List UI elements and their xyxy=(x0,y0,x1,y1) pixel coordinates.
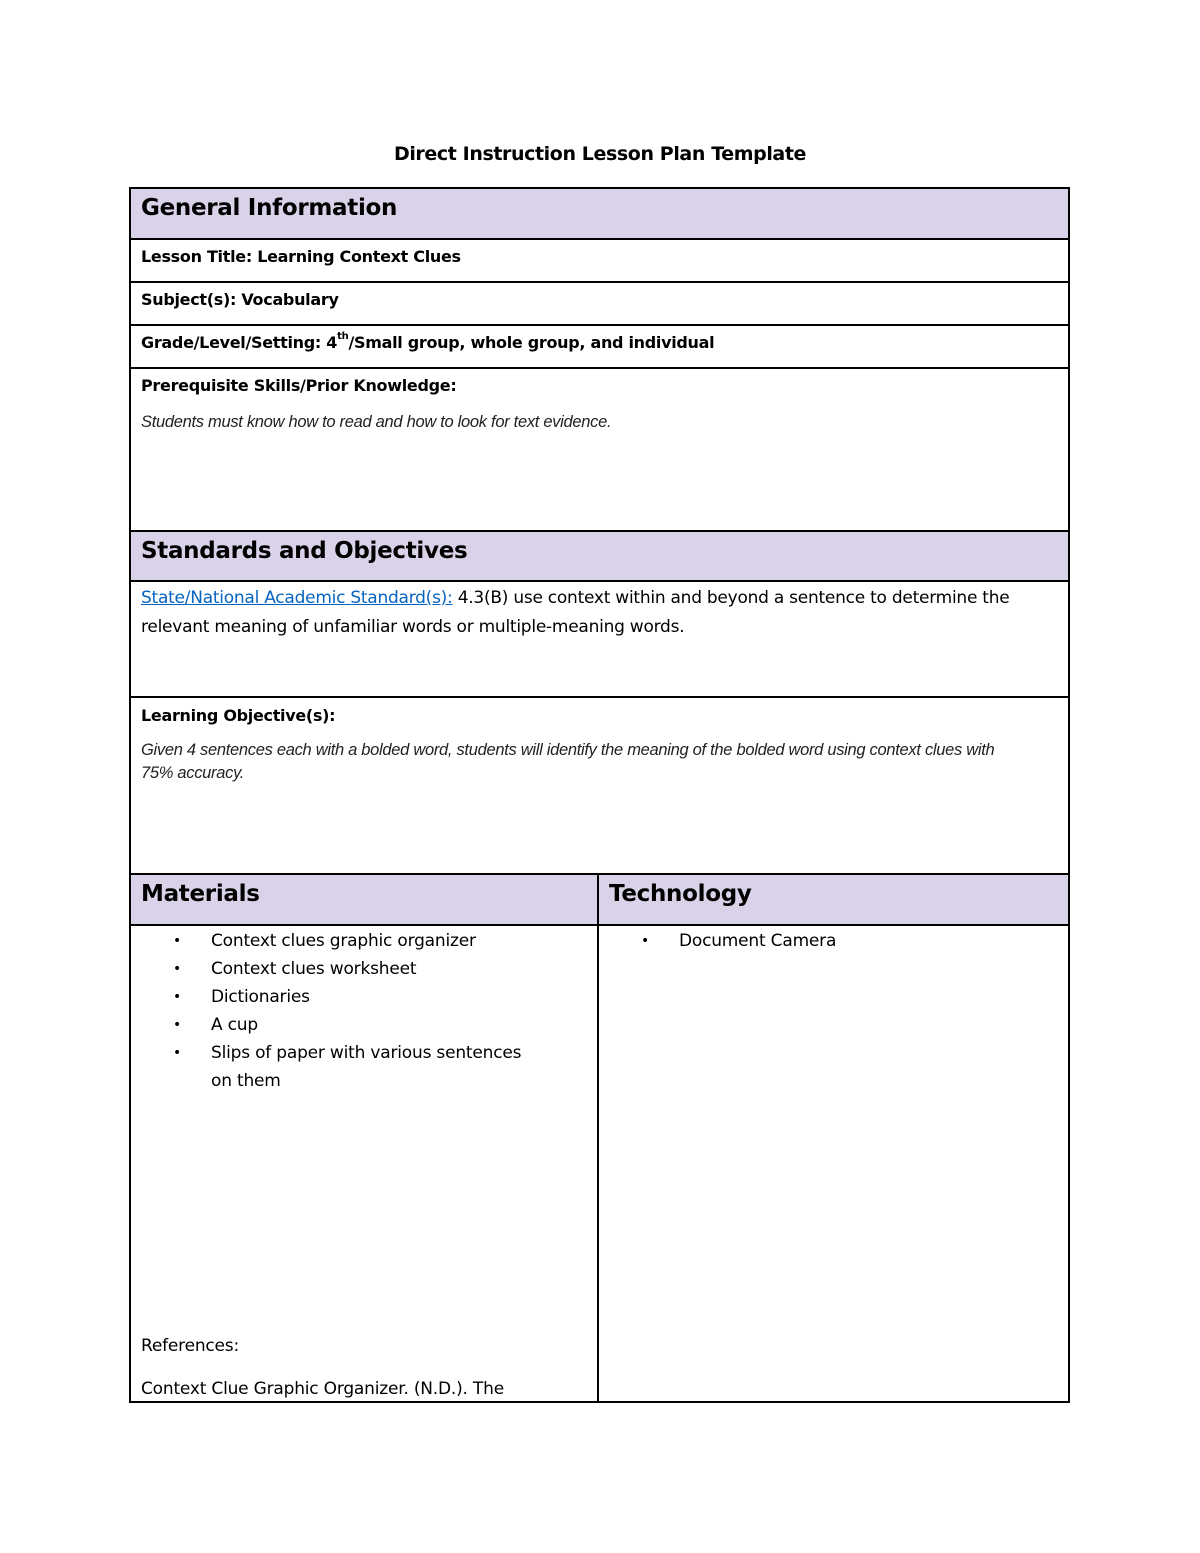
bullet-icon: • xyxy=(173,989,182,1005)
bullet-icon: • xyxy=(173,933,182,949)
grade-suffix: /Small group, whole group, and individual xyxy=(348,333,715,352)
bullet-icon: • xyxy=(173,1045,182,1061)
bullet-icon: • xyxy=(173,961,182,977)
list-item: • Context clues graphic organizer xyxy=(131,927,531,955)
list-item: • Document Camera xyxy=(599,927,999,955)
document-title: Direct Instruction Lesson Plan Template xyxy=(393,143,807,165)
learning-objective-text: Given 4 sentences each with a bolded word, students will identify the meaning of the bolded word using context clues with 75% accuracy. xyxy=(141,741,995,782)
standards-objectives-header xyxy=(131,532,1068,582)
lesson-title-row xyxy=(131,240,1068,283)
prerequisite-skills-row xyxy=(131,369,1068,532)
learning-objective-row xyxy=(131,698,1068,875)
subjects-row xyxy=(131,283,1068,326)
standard-text: 4.3(B) use context within and beyond a sentence to determine the relevant meaning of unfamiliar words or multiple-meaning words. xyxy=(141,588,1010,637)
bullet-icon: • xyxy=(641,933,650,949)
technology-heading: Technology xyxy=(609,881,752,907)
academic-standard-row xyxy=(131,582,1068,698)
materials-list xyxy=(131,927,597,1095)
prerequisite-text: Students must know how to read and how to look for text evidence. xyxy=(141,413,612,431)
materials-header-cell xyxy=(131,875,599,924)
grade-level-setting xyxy=(131,326,1068,352)
general-information-header xyxy=(131,189,1068,240)
subjects: Subject(s): Vocabulary xyxy=(141,290,339,309)
grade-level-setting-row xyxy=(131,326,1068,369)
standard-link[interactable]: State/National Academic Standard(s): xyxy=(141,588,453,608)
bullet-icon: • xyxy=(173,1017,182,1033)
technology-cell xyxy=(599,926,1068,1401)
lesson-title: Lesson Title: Learning Context Clues xyxy=(141,247,461,266)
technology-list xyxy=(599,927,1068,955)
lesson-plan-table xyxy=(129,187,1070,1403)
learning-objective-label: Learning Objective(s): xyxy=(141,706,336,725)
standards-objectives-heading: Standards and Objectives xyxy=(141,538,468,564)
list-item: • A cup xyxy=(131,1011,531,1039)
list-item: • Slips of paper with various sentences on them xyxy=(131,1039,531,1095)
materials-technology-body xyxy=(131,926,1068,1401)
references-label: References: xyxy=(141,1336,239,1356)
grade-superscript: th xyxy=(337,331,349,342)
technology-header-cell xyxy=(599,875,1068,924)
reference-entry: Context Clue Graphic Organizer. (N.D.). The xyxy=(141,1379,504,1399)
materials-cell xyxy=(131,926,599,1401)
general-information-heading: General Information xyxy=(141,195,398,221)
prerequisite-label: Prerequisite Skills/Prior Knowledge: xyxy=(141,376,457,395)
materials-heading: Materials xyxy=(141,881,260,907)
materials-technology-header xyxy=(131,875,1068,926)
list-item: • Context clues worksheet xyxy=(131,955,531,983)
list-item: • Dictionaries xyxy=(131,983,531,1011)
academic-standard xyxy=(131,582,1068,642)
grade-prefix: Grade/Level/Setting: 4 xyxy=(141,333,338,352)
